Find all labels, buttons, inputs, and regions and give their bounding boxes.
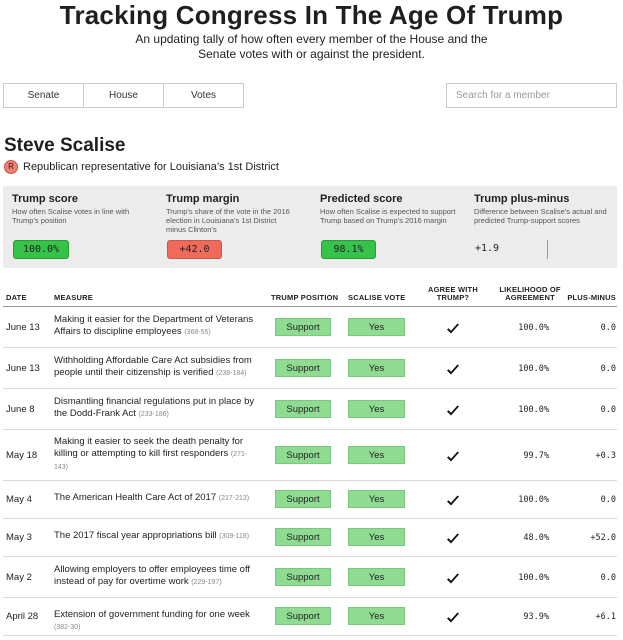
member-vote-badge: Yes xyxy=(348,490,405,508)
stat-desc-trump-score: How often Scalise votes in line with Trump’s position xyxy=(12,207,130,225)
tab-senate[interactable]: Senate xyxy=(4,84,84,107)
stat-value-trump-score: 100.0% xyxy=(13,240,69,259)
agree-check-icon xyxy=(446,450,460,462)
row-plus-minus: +0.3 xyxy=(595,450,616,461)
member-vote-badge: Yes xyxy=(348,446,405,464)
agree-check-icon xyxy=(446,532,460,544)
member-vote-badge: Yes xyxy=(348,359,405,377)
agree-check-icon xyxy=(446,611,460,623)
row-vote-tally: (233-186) xyxy=(138,410,169,418)
trump-position-badge: Support xyxy=(275,318,331,336)
agree-check-icon xyxy=(446,363,460,375)
row-measure-text: The American Health Care Act of 2017 xyxy=(54,492,217,503)
page-title: Tracking Congress In The Age Of Trump xyxy=(59,0,564,30)
row-measure[interactable] xyxy=(54,396,259,421)
row-vote-tally: (382-30) xyxy=(54,624,81,631)
agree-check-icon xyxy=(446,322,460,334)
row-likelihood: 99.7% xyxy=(523,450,549,461)
trump-position-badge: Support xyxy=(275,446,331,464)
stat-value-plus-minus: +1.9 xyxy=(475,243,500,254)
member-vote-badge: Yes xyxy=(348,528,405,546)
row-date: May 18 xyxy=(6,449,38,461)
stat-value-predicted-score: 98.1% xyxy=(321,240,376,259)
row-plus-minus: 0.0 xyxy=(600,404,616,415)
row-likelihood: 100.0% xyxy=(518,363,549,374)
table-row xyxy=(3,430,617,481)
row-vote-tally: (217-213) xyxy=(218,495,250,502)
col-header-date: DATE xyxy=(6,293,27,302)
table-row xyxy=(3,389,617,430)
row-measure[interactable] xyxy=(54,436,259,474)
tab-votes[interactable]: Votes xyxy=(190,90,217,101)
row-likelihood: 48.0% xyxy=(523,533,549,543)
member-description: Republican representative for Louisiana’s 1st District xyxy=(23,161,279,173)
row-measure-text: Making it easier for the Department of Veterans Affairs to discipline employees xyxy=(54,313,254,337)
row-measure[interactable] xyxy=(54,314,259,339)
party-badge: R xyxy=(4,160,18,174)
row-date: June 13 xyxy=(6,362,40,374)
row-date: June 13 xyxy=(6,321,40,333)
member-vote-badge: Yes xyxy=(348,607,405,625)
row-measure-text: The 2017 fiscal year appropriations bill xyxy=(54,530,217,541)
row-likelihood: 100.0% xyxy=(518,404,549,415)
stat-value-trump-margin: +42.0 xyxy=(167,240,222,259)
row-measure[interactable] xyxy=(54,609,259,634)
trump-position-badge: Support xyxy=(275,400,331,418)
agree-check-icon xyxy=(446,404,460,416)
stat-desc-trump-margin: Trump’s share of the vote in the 2016 election in Louisiana’s 1st District minus Clinton’s xyxy=(166,207,290,234)
member-search-input[interactable] xyxy=(446,83,617,108)
row-plus-minus: 0.0 xyxy=(600,363,616,374)
member-vote-badge: Yes xyxy=(348,400,405,418)
agree-check-icon xyxy=(446,572,460,584)
col-header-likelihood xyxy=(490,286,570,302)
row-plus-minus: 0.0 xyxy=(600,322,616,333)
row-measure[interactable] xyxy=(54,530,259,543)
row-date: May 3 xyxy=(6,532,32,543)
stat-title-trump-margin: Trump margin xyxy=(166,193,240,205)
row-plus-minus: 0.0 xyxy=(600,495,616,505)
row-measure-text: Making it easier to seek the death penalty for killing or attempting to kill first responders xyxy=(54,435,244,459)
row-measure-text: Withholding Affordable Care Act subsidies from people until their citizenship is verified xyxy=(54,354,252,378)
stat-desc-predicted-score: How often Scalise is expected to support Trump based on Trump’s 2016 margin xyxy=(320,207,456,225)
table-row xyxy=(3,519,617,557)
member-vote-badge: Yes xyxy=(348,318,405,336)
row-likelihood: 100.0% xyxy=(518,572,549,583)
subtitle-line-1: An updating tally of how often every member of the House and the xyxy=(135,32,488,46)
col-header-plus-minus: PLUS-MINUS xyxy=(567,293,616,302)
table-row xyxy=(3,598,617,636)
member-vote-badge: Yes xyxy=(348,568,405,586)
stats-panel xyxy=(3,186,617,268)
stat-title-predicted-score: Predicted score xyxy=(320,193,403,205)
trump-position-badge: Support xyxy=(275,359,331,377)
row-plus-minus: +52.0 xyxy=(590,533,616,543)
row-vote-tally: (309-118) xyxy=(219,533,250,540)
trump-position-badge: Support xyxy=(275,490,331,508)
col-header-likelihood-line1: LIKELIHOOD OF xyxy=(499,285,561,294)
row-plus-minus: 0.0 xyxy=(600,572,616,583)
trump-position-badge: Support xyxy=(275,528,331,546)
row-measure[interactable] xyxy=(54,564,259,589)
row-plus-minus: +6.1 xyxy=(595,612,616,622)
stat-title-plus-minus: Trump plus-minus xyxy=(474,193,570,205)
agree-check-icon xyxy=(446,494,460,506)
stat-desc-plus-minus: Difference between Scalise’s actual and predicted Trump-support scores xyxy=(474,207,607,225)
col-header-trump-position: TRUMP POSITION xyxy=(271,293,339,302)
row-measure-text: Extension of government funding for one week xyxy=(54,609,250,620)
row-likelihood: 100.0% xyxy=(518,322,549,333)
page-subtitle xyxy=(0,32,623,62)
col-header-agree-line1: AGREE WITH xyxy=(428,285,478,294)
col-header-agree xyxy=(418,286,488,302)
row-vote-tally: (238-184) xyxy=(216,369,247,377)
row-likelihood: 93.9% xyxy=(523,612,549,622)
member-name: Steve Scalise xyxy=(4,135,126,156)
row-vote-tally: (229-197) xyxy=(191,578,222,586)
table-row xyxy=(3,348,617,389)
row-date: April 28 xyxy=(6,611,39,622)
chamber-tabs xyxy=(3,83,244,108)
table-row xyxy=(3,307,617,348)
subtitle-line-2: Senate votes with or against the president. xyxy=(198,47,425,61)
row-likelihood: 100.0% xyxy=(518,495,549,505)
table-row xyxy=(3,481,617,519)
col-header-agree-line2: TRUMP? xyxy=(436,293,470,302)
row-measure[interactable] xyxy=(54,492,259,505)
plus-minus-zero-line xyxy=(547,240,548,259)
row-measure[interactable] xyxy=(54,355,259,380)
trump-position-badge: Support xyxy=(275,568,331,586)
stat-title-trump-score: Trump score xyxy=(12,193,79,205)
row-measure-text: Allowing employers to offer employees time off instead of pay for overtime work xyxy=(54,563,251,587)
row-date: May 2 xyxy=(6,571,32,583)
row-vote-tally: (271-143) xyxy=(54,450,248,471)
row-date: June 8 xyxy=(6,403,35,415)
row-date: May 4 xyxy=(6,494,32,505)
trump-position-badge: Support xyxy=(275,607,331,625)
col-header-measure: MEASURE xyxy=(54,293,93,302)
table-row xyxy=(3,557,617,598)
col-header-member-vote: SCALISE VOTE xyxy=(348,293,406,302)
row-measure-text: Dismantling financial regulations put in place by the Dodd-Frank Act xyxy=(54,395,255,419)
col-header-likelihood-line2: AGREEMENT xyxy=(505,293,555,302)
row-vote-tally: (368-55) xyxy=(184,328,211,336)
tab-house[interactable]: House xyxy=(84,84,164,107)
